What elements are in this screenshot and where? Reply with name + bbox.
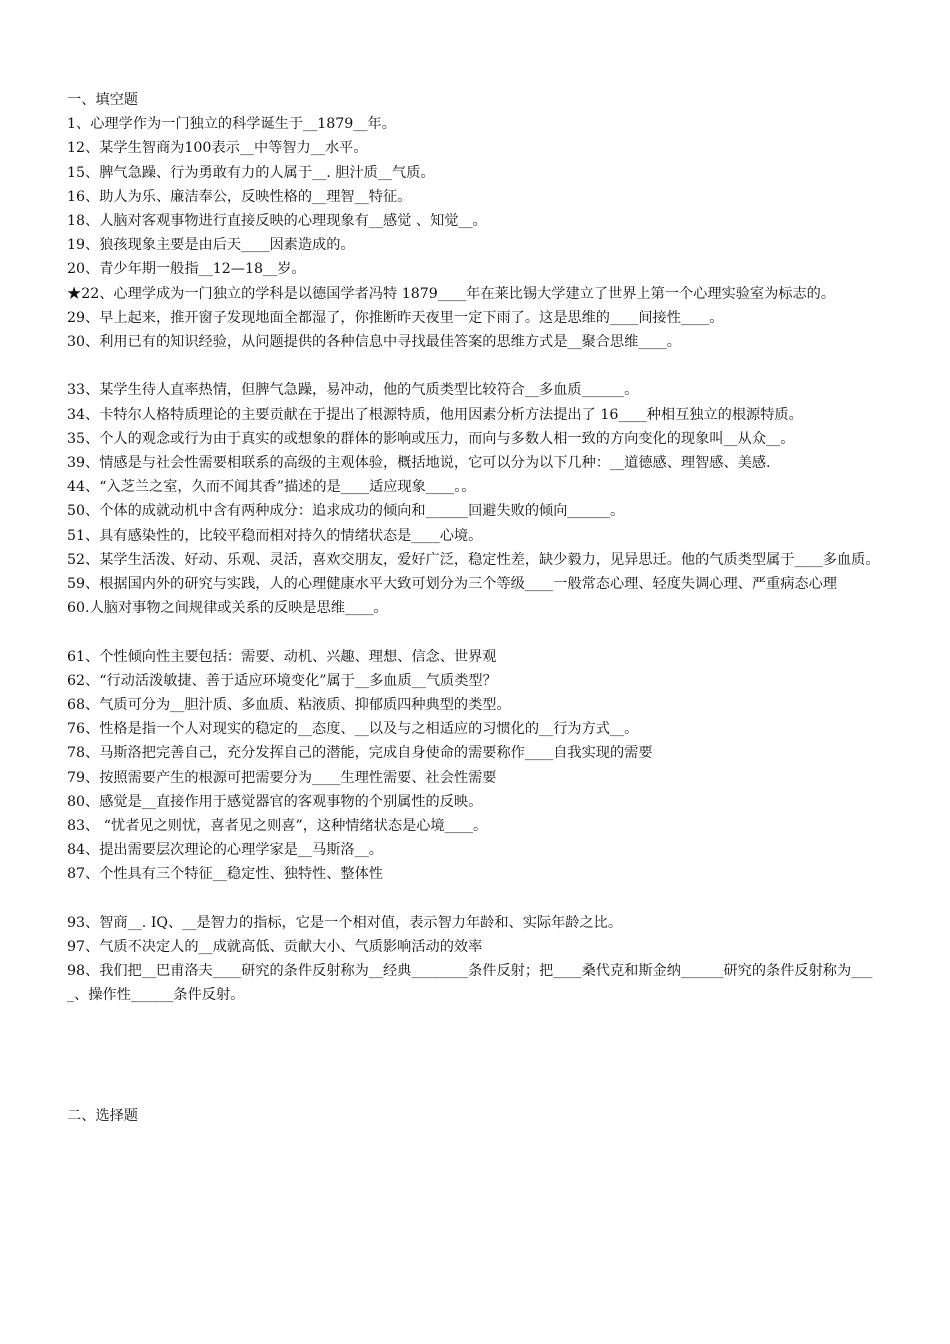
question-item: 84、提出需要层次理论的心理学家是__马斯洛__。 (67, 842, 383, 859)
question-item: 98、我们把__巴甫洛夫____研究的条件反射称为__经典________条件反射；把____桑代克和斯金纳______研究的条件反射称为____、操作性______条件反射。 (67, 963, 873, 1004)
question-item: 44、“入芝兰之室，久而不闻其香”描述的是____适应现象____。。 (67, 479, 476, 496)
document-page (67, 88, 887, 1128)
question-group-2 (67, 378, 887, 620)
question-item: 87、个性具有三个特征__稳定性、独特性、整体性 (67, 866, 383, 883)
question-item: 35、个人的观念或行为由于真实的或想象的群体的影响或压力，而向与多数人相一致的方向变化的现象叫__从众__。 (67, 430, 795, 447)
question-item: 60.人脑对事物之间规律或关系的反映是思维____。 (67, 600, 388, 617)
question-group-4 (67, 911, 887, 1008)
blank-line (67, 354, 887, 378)
question-item: 15、脾气急躁、行为勇敢有力的人属于__. 胆汁质__气质。 (67, 164, 435, 181)
question-item: 59、根据国内外的研究与实践，人的心理健康水平大致可划分为三个等级____一般常态心理、轻度失调心理、严重病态心理 (67, 576, 837, 593)
question-item: 12、某学生智商为100表示__中等智力__水平。 (67, 140, 368, 157)
blank-line (67, 620, 887, 644)
question-item: 78、马斯洛把完善自己，充分发挥自己的潜能，完成自身使命的需要称作____自我实现的需要 (67, 745, 653, 762)
section-heading-multiple-choice: 二、选择题 (67, 1107, 138, 1124)
question-item: 62、“行动活泼敏捷、善于适应环境变化”属于__多血质__气质类型？ (67, 672, 497, 689)
question-item: 80、感觉是__直接作用于感觉器官的客观事物的个别属性的反映。 (67, 793, 483, 810)
question-item: 61、个性倾向性主要包括：需要、动机、兴趣、理想、信念、世界观 (67, 648, 497, 665)
question-item: 68、气质可分为__胆汁质、多血质、粘液质、抑郁质四种典型的类型。 (67, 697, 511, 714)
blank-space (67, 1008, 887, 1104)
question-item: 19、狼孩现象主要是由后天____因素造成的。 (67, 237, 355, 254)
question-item: ★22、心理学成为一门独立的学科是以德国学者冯特 1879____年在莱比锡大学建立了世界上第一个心理实验室为标志的。 (67, 285, 836, 302)
question-group-1 (67, 112, 887, 354)
question-item: 30、利用已有的知识经验，从问题提供的各种信息中寻找最佳答案的思维方式是__聚合思维____。 (67, 334, 681, 351)
question-item: 93、智商__. IQ、__是智力的指标，它是一个相对值，表示智力年龄和、实际年龄之比。 (67, 914, 623, 931)
question-item: 16、助人为乐、廉洁奉公，反映性格的__理智__特征。 (67, 188, 412, 205)
question-item: 34、卡特尔人格特质理论的主要贡献在于提出了根源特质，他用因素分析方法提出了 16____种相互独立的根源特质。 (67, 406, 803, 423)
question-item: 50、个体的成就动机中含有两种成分：追求成功的倾向和______回避失败的倾向______。 (67, 503, 625, 520)
question-item: 1、心理学作为一门独立的科学诞生于__1879__年。 (67, 116, 396, 133)
question-item: 79、按照需要产生的根源可把需要分为____生理性需要、社会性需要 (67, 769, 497, 786)
question-item: 33、某学生待人直率热情，但脾气急躁，易冲动，他的气质类型比较符合__多血质______。 (67, 382, 639, 399)
question-item: 97、气质不决定人的__成就高低、贡献大小、气质影响活动的效率 (67, 939, 483, 956)
question-item: 20、青少年期一般指__12—18__岁。 (67, 261, 306, 278)
question-item: 39、情感是与社会性需要相联系的高级的主观体验，概括地说，它可以分为以下几种：__道德感、理智感、美感. (67, 455, 771, 472)
question-item: 51、具有感染性的，比较平稳而相对持久的情绪状态是____心境。 (67, 527, 483, 544)
question-item: 83、 “忧者见之则忧，喜者见之则喜”，这种情绪状态是心境____。 (67, 818, 488, 835)
question-item: 18、人脑对客观事物进行直接反映的心理现象有__感觉 、知觉__。 (67, 213, 487, 230)
blank-line (67, 887, 887, 911)
question-item: 29、早上起来，推开窗子发现地面全都湿了，你推断昨天夜里一定下雨了。这是思维的____间接性____。 (67, 309, 724, 326)
section-heading-fill-in: 一、填空题 (67, 92, 138, 108)
question-group-3 (67, 645, 887, 887)
question-item: 52、某学生活泼、好动、乐观、灵活，喜欢交朋友，爱好广泛，稳定性差，缺少毅力，见异思迁。他的气质类型属于____多血质。 (67, 551, 880, 568)
question-item: 76、性格是指一个人对现实的稳定的__态度、__以及与之相适应的习惯化的__行为方式__。 (67, 721, 639, 738)
